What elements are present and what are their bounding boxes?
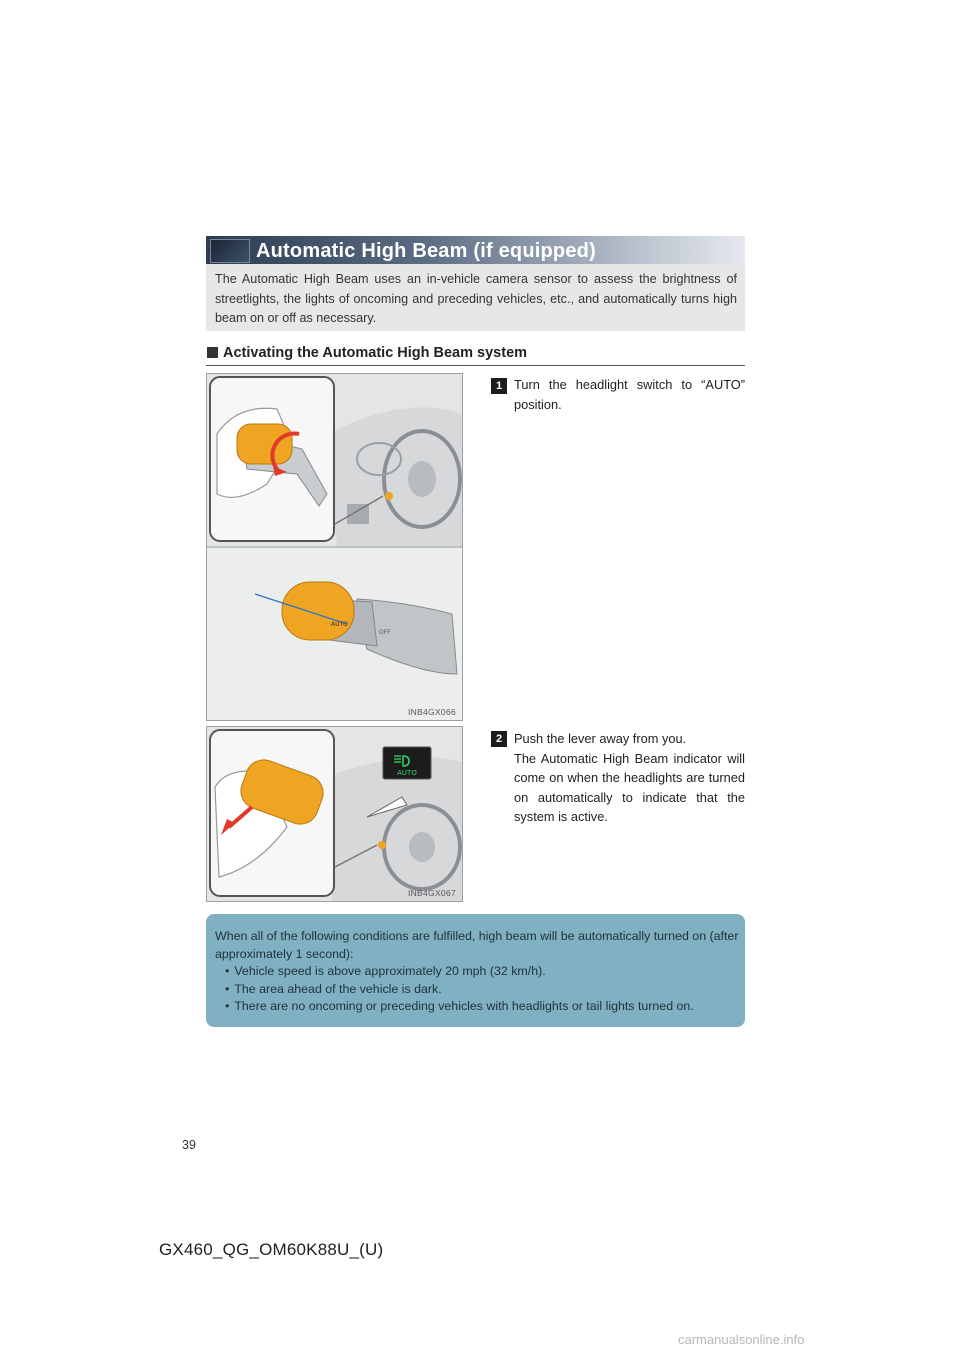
- figure-code: INB4GX067: [407, 888, 456, 898]
- condition-item: • The area ahead of the vehicle is dark.: [225, 981, 739, 999]
- square-bullet-icon: [207, 347, 218, 358]
- info-intro: When all of the following conditions are fulfilled, high beam will be automatically turned on (after approximately 1 second):: [215, 929, 739, 961]
- push-lever-illustration: [207, 727, 462, 901]
- step-2-detail: The Automatic High Beam indicator will come on when the headlights are turned on automatically to indicate that the system is active.: [514, 750, 745, 824]
- watermark: carmanualsonline.info: [678, 1332, 805, 1347]
- info-text: [215, 928, 739, 1016]
- step-number: 1: [491, 378, 507, 394]
- intro-text: The Automatic High Beam uses an in-vehicle camera sensor to assess the brightness of streetlights, the lights of oncoming and preceding vehicles, etc., and automatically turns high beam on or off as necessary.: [215, 272, 737, 325]
- step-2-line1: Push the lever away from you.: [514, 731, 687, 746]
- lever-label-off: OFF: [379, 629, 391, 636]
- step-number: 2: [491, 731, 507, 747]
- subsection-heading: [206, 343, 745, 366]
- condition-item: • There are no oncoming or preceding vehicles with headlights or tail lights turned on.: [225, 998, 739, 1016]
- document-code: GX460_QG_OM60K88U_(U): [159, 1240, 384, 1259]
- lever-label-auto: AUTO: [331, 621, 348, 628]
- page-number: 39: [182, 1138, 196, 1152]
- section-thumbnail-icon: [210, 239, 250, 263]
- figure-code: INB4GX066: [407, 707, 456, 717]
- figure-push-lever: [206, 726, 463, 902]
- step-2-text: [514, 729, 745, 827]
- condition-item: • Vehicle speed is above approximately 20 mph (32 km/h).: [225, 963, 739, 981]
- subsection-heading-text: Activating the Automatic High Beam system: [223, 345, 528, 361]
- auto-indicator-label: AUTO: [397, 769, 417, 777]
- condition-list: [215, 963, 739, 1016]
- step-1-text: Turn the headlight switch to “AUTO” position.: [514, 377, 745, 412]
- figure-headlight-switch: [206, 373, 463, 721]
- page-title: Automatic High Beam (if equipped): [256, 240, 596, 262]
- headlight-switch-illustration: [207, 374, 462, 720]
